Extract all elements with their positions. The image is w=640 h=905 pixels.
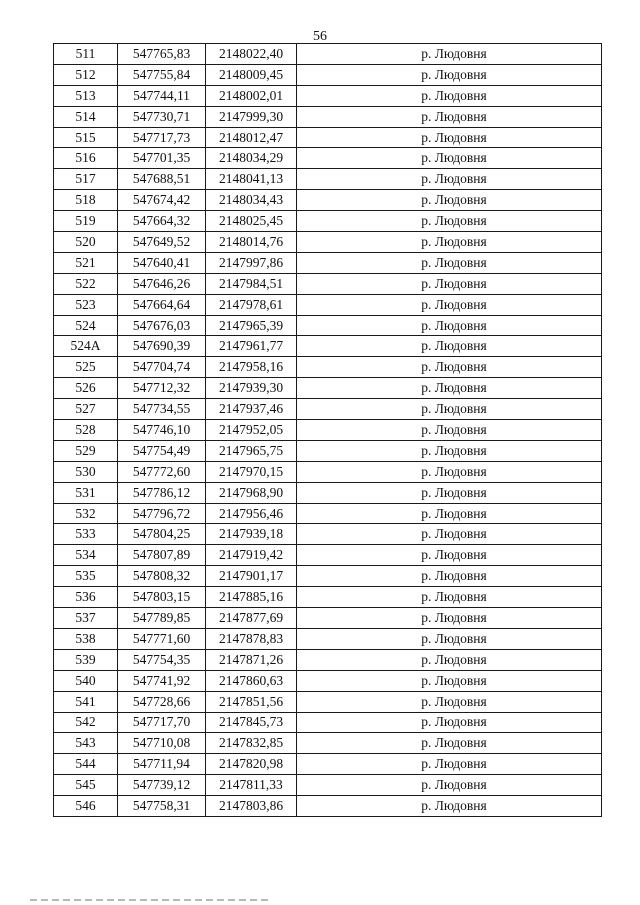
point-number-cell: 529 [54,440,118,461]
y-coordinate-cell: 2147845,73 [206,712,297,733]
point-number-cell: 516 [54,148,118,169]
point-number-cell: 546 [54,796,118,817]
point-number-cell: 543 [54,733,118,754]
table-row [54,524,602,545]
table-row [54,399,602,420]
description-cell: р. Людовня [297,628,602,649]
table-row [54,190,602,211]
description-cell: р. Людовня [297,461,602,482]
x-coordinate-cell: 547744,11 [118,85,206,106]
y-coordinate-cell: 2148012,47 [206,127,297,148]
table-row [54,232,602,253]
x-coordinate-cell: 547717,73 [118,127,206,148]
x-coordinate-cell: 547688,51 [118,169,206,190]
table-row [54,106,602,127]
description-cell: р. Людовня [297,315,602,336]
description-cell: р. Людовня [297,336,602,357]
y-coordinate-cell: 2147885,16 [206,587,297,608]
x-coordinate-cell: 547728,66 [118,691,206,712]
x-coordinate-cell: 547758,31 [118,796,206,817]
y-coordinate-cell: 2148041,13 [206,169,297,190]
table-row [54,566,602,587]
y-coordinate-cell: 2148002,01 [206,85,297,106]
point-number-cell: 532 [54,503,118,524]
table-row [54,754,602,775]
table-row [54,733,602,754]
x-coordinate-cell: 547804,25 [118,524,206,545]
description-cell: р. Людовня [297,775,602,796]
y-coordinate-cell: 2147860,63 [206,670,297,691]
x-coordinate-cell: 547676,03 [118,315,206,336]
point-number-cell: 541 [54,691,118,712]
x-coordinate-cell: 547646,26 [118,273,206,294]
description-cell: р. Людовня [297,399,602,420]
y-coordinate-cell: 2148022,40 [206,44,297,65]
x-coordinate-cell: 547746,10 [118,420,206,441]
y-coordinate-cell: 2147965,75 [206,440,297,461]
description-cell: р. Людовня [297,587,602,608]
point-number-cell: 533 [54,524,118,545]
y-coordinate-cell: 2147961,77 [206,336,297,357]
description-cell: р. Людовня [297,524,602,545]
y-coordinate-cell: 2147851,56 [206,691,297,712]
x-coordinate-cell: 547803,15 [118,587,206,608]
x-coordinate-cell: 547755,84 [118,64,206,85]
table-row [54,440,602,461]
description-cell: р. Людовня [297,670,602,691]
x-coordinate-cell: 547640,41 [118,252,206,273]
point-number-cell: 518 [54,190,118,211]
table-row [54,85,602,106]
description-cell: р. Людовня [297,148,602,169]
description-cell: р. Людовня [297,232,602,253]
y-coordinate-cell: 2147965,39 [206,315,297,336]
x-coordinate-cell: 547712,32 [118,378,206,399]
point-number-cell: 545 [54,775,118,796]
y-coordinate-cell: 2148014,76 [206,232,297,253]
page-number: 56 [313,29,327,44]
description-cell: р. Людовня [297,733,602,754]
table-row [54,461,602,482]
description-cell: р. Людовня [297,85,602,106]
table-row [54,670,602,691]
y-coordinate-cell: 2148009,45 [206,64,297,85]
point-number-cell: 522 [54,273,118,294]
point-number-cell: 540 [54,670,118,691]
point-number-cell: 524 [54,315,118,336]
table-row [54,775,602,796]
table-row [54,482,602,503]
point-number-cell: 517 [54,169,118,190]
x-coordinate-cell: 547717,70 [118,712,206,733]
point-number-cell: 514 [54,106,118,127]
description-cell: р. Людовня [297,64,602,85]
point-number-cell: 519 [54,211,118,232]
point-number-cell: 524А [54,336,118,357]
x-coordinate-cell: 547739,12 [118,775,206,796]
table-row [54,608,602,629]
x-coordinate-cell: 547754,49 [118,440,206,461]
y-coordinate-cell: 2148034,43 [206,190,297,211]
description-cell: р. Людовня [297,649,602,670]
x-coordinate-cell: 547771,60 [118,628,206,649]
table-row [54,336,602,357]
description-cell: р. Людовня [297,796,602,817]
x-coordinate-cell: 547730,71 [118,106,206,127]
description-cell: р. Людовня [297,440,602,461]
x-coordinate-cell: 547807,89 [118,545,206,566]
x-coordinate-cell: 547690,39 [118,336,206,357]
y-coordinate-cell: 2147970,15 [206,461,297,482]
description-cell: р. Людовня [297,691,602,712]
y-coordinate-cell: 2147901,17 [206,566,297,587]
description-cell: р. Людовня [297,608,602,629]
point-number-cell: 534 [54,545,118,566]
x-coordinate-cell: 547741,92 [118,670,206,691]
x-coordinate-cell: 547808,32 [118,566,206,587]
x-coordinate-cell: 547711,94 [118,754,206,775]
y-coordinate-cell: 2147984,51 [206,273,297,294]
y-coordinate-cell: 2147939,18 [206,524,297,545]
x-coordinate-cell: 547664,64 [118,294,206,315]
description-cell: р. Людовня [297,211,602,232]
x-coordinate-cell: 547754,35 [118,649,206,670]
description-cell: р. Людовня [297,754,602,775]
point-number-cell: 536 [54,587,118,608]
table-row [54,127,602,148]
point-number-cell: 515 [54,127,118,148]
table-row [54,796,602,817]
description-cell: р. Людовня [297,566,602,587]
y-coordinate-cell: 2148034,29 [206,148,297,169]
point-number-cell: 527 [54,399,118,420]
table-row [54,420,602,441]
x-coordinate-cell: 547786,12 [118,482,206,503]
table-row [54,628,602,649]
description-cell: р. Людовня [297,420,602,441]
table-row [54,691,602,712]
y-coordinate-cell: 2147999,30 [206,106,297,127]
description-cell: р. Людовня [297,357,602,378]
description-cell: р. Людовня [297,273,602,294]
y-coordinate-cell: 2147871,26 [206,649,297,670]
table-row [54,44,602,65]
description-cell: р. Людовня [297,252,602,273]
point-number-cell: 526 [54,378,118,399]
y-coordinate-cell: 2147958,16 [206,357,297,378]
y-coordinate-cell: 2147820,98 [206,754,297,775]
y-coordinate-cell: 2147956,46 [206,503,297,524]
point-number-cell: 520 [54,232,118,253]
point-number-cell: 521 [54,252,118,273]
x-coordinate-cell: 547664,32 [118,211,206,232]
x-coordinate-cell: 547796,72 [118,503,206,524]
y-coordinate-cell: 2147952,05 [206,420,297,441]
description-cell: р. Людовня [297,190,602,211]
description-cell: р. Людовня [297,503,602,524]
x-coordinate-cell: 547789,85 [118,608,206,629]
point-number-cell: 513 [54,85,118,106]
point-number-cell: 531 [54,482,118,503]
table-row [54,294,602,315]
table-row [54,357,602,378]
table-row [54,587,602,608]
y-coordinate-cell: 2147919,42 [206,545,297,566]
point-number-cell: 542 [54,712,118,733]
description-cell: р. Людовня [297,294,602,315]
table-row [54,273,602,294]
point-number-cell: 544 [54,754,118,775]
coordinates-table [53,43,602,817]
scan-artifact [30,899,270,901]
point-number-cell: 535 [54,566,118,587]
x-coordinate-cell: 547710,08 [118,733,206,754]
point-number-cell: 537 [54,608,118,629]
table-row [54,169,602,190]
point-number-cell: 539 [54,649,118,670]
y-coordinate-cell: 2147968,90 [206,482,297,503]
x-coordinate-cell: 547649,52 [118,232,206,253]
y-coordinate-cell: 2147937,46 [206,399,297,420]
x-coordinate-cell: 547674,42 [118,190,206,211]
point-number-cell: 530 [54,461,118,482]
description-cell: р. Людовня [297,44,602,65]
description-cell: р. Людовня [297,378,602,399]
y-coordinate-cell: 2147878,83 [206,628,297,649]
description-cell: р. Людовня [297,169,602,190]
y-coordinate-cell: 2147811,33 [206,775,297,796]
table-row [54,545,602,566]
y-coordinate-cell: 2147803,86 [206,796,297,817]
point-number-cell: 523 [54,294,118,315]
x-coordinate-cell: 547734,55 [118,399,206,420]
point-number-cell: 538 [54,628,118,649]
description-cell: р. Людовня [297,712,602,733]
table-row [54,252,602,273]
x-coordinate-cell: 547772,60 [118,461,206,482]
table-row [54,211,602,232]
point-number-cell: 528 [54,420,118,441]
y-coordinate-cell: 2147997,86 [206,252,297,273]
y-coordinate-cell: 2147877,69 [206,608,297,629]
description-cell: р. Людовня [297,127,602,148]
description-cell: р. Людовня [297,106,602,127]
x-coordinate-cell: 547704,74 [118,357,206,378]
table-row [54,649,602,670]
description-cell: р. Людовня [297,545,602,566]
x-coordinate-cell: 547765,83 [118,44,206,65]
coordinates-table-body [54,44,602,817]
y-coordinate-cell: 2147978,61 [206,294,297,315]
table-row [54,503,602,524]
point-number-cell: 525 [54,357,118,378]
table-row [54,712,602,733]
y-coordinate-cell: 2147939,30 [206,378,297,399]
point-number-cell: 511 [54,44,118,65]
x-coordinate-cell: 547701,35 [118,148,206,169]
table-row [54,378,602,399]
table-row [54,64,602,85]
table-row [54,148,602,169]
y-coordinate-cell: 2147832,85 [206,733,297,754]
table-row [54,315,602,336]
y-coordinate-cell: 2148025,45 [206,211,297,232]
description-cell: р. Людовня [297,482,602,503]
point-number-cell: 512 [54,64,118,85]
